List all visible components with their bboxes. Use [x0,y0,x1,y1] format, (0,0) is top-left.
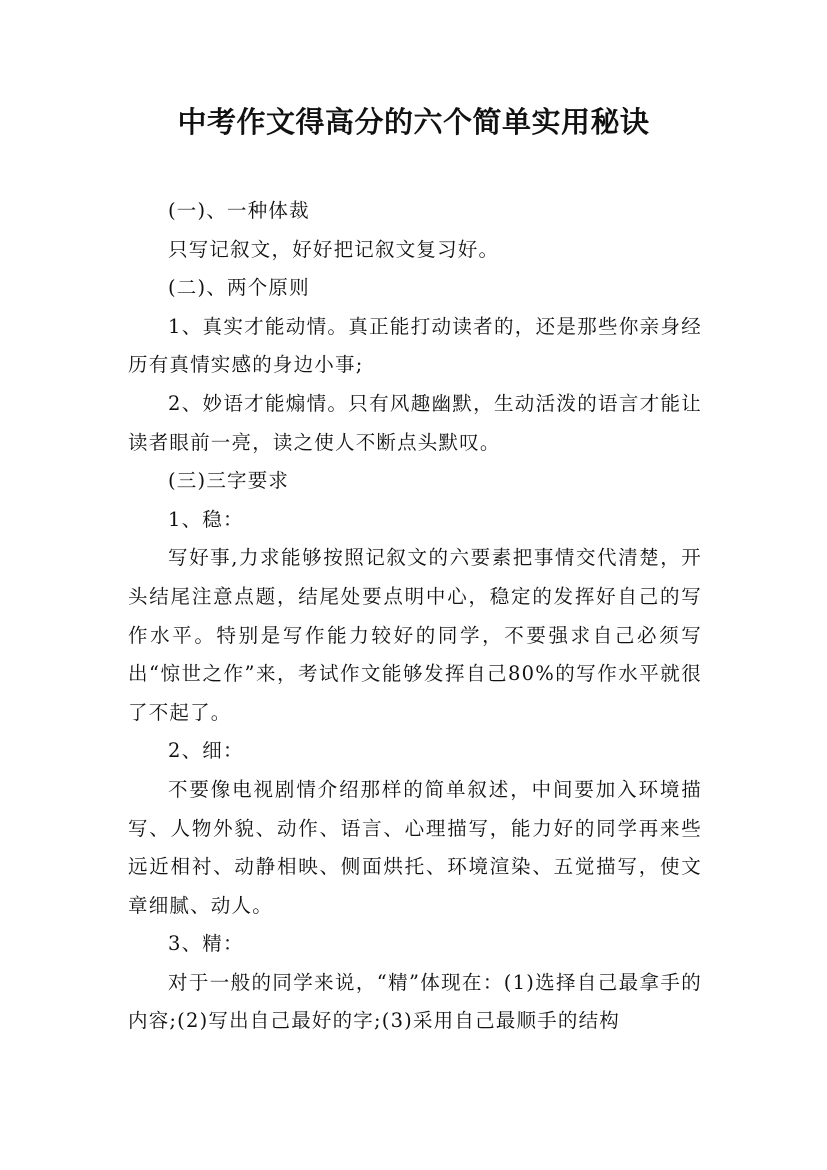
section-heading-one-genre: (一)、一种体裁 [168,199,310,222]
paragraph: 1、真实才能动情。真正能打动读者的，还是那些你亲身经历有真情实感的身边小事; [128,314,702,377]
paragraph: 写好事,力求能够按照记叙文的六要素把事情交代清楚，开头结尾注意点题，结尾处要点明中心，稳定的发挥好自己的写作水平。特别是写作能力较好的同学，不要强求自己必须写出“惊世之作”来，考试作文能够发挥自己80%的写作水平就很了不起了。 [128,546,702,724]
paragraph: 不要像电视剧情介绍那样的简单叙述，中间要加入环境描写、人物外貌、动作、语言、心理描写，能力好的同学再来些远近相衬、动静相映、侧面烘托、环境渲染、五觉描写，使文章细腻、动人。 [128,777,702,917]
paragraph: 对于一般的同学来说，“精”体现在：(1)选择自己最拿手的内容;(2)写出自己最好的字;(3)采用自己最顺手的结构 [128,970,702,1033]
subheading-detailed: 2、细： [168,739,244,763]
subheading-refined: 3、精： [168,932,244,956]
section-heading-three-requirements: (三)三字要求 [168,469,290,493]
paragraph: 只写记叙文，好好把记叙文复习好。 [168,237,500,261]
document-body [128,192,702,1041]
subheading-stable: 1、稳： [168,507,244,531]
section-heading-two-principles: (二)、两个原则 [168,276,310,300]
document-title: 中考作文得高分的六个简单实用秘诀 [177,105,650,139]
paragraph: 2、妙语才能煽情。只有风趣幽默，生动活泼的语言才能让读者眼前一亮，读之使人不断点头默叹。 [128,391,702,454]
